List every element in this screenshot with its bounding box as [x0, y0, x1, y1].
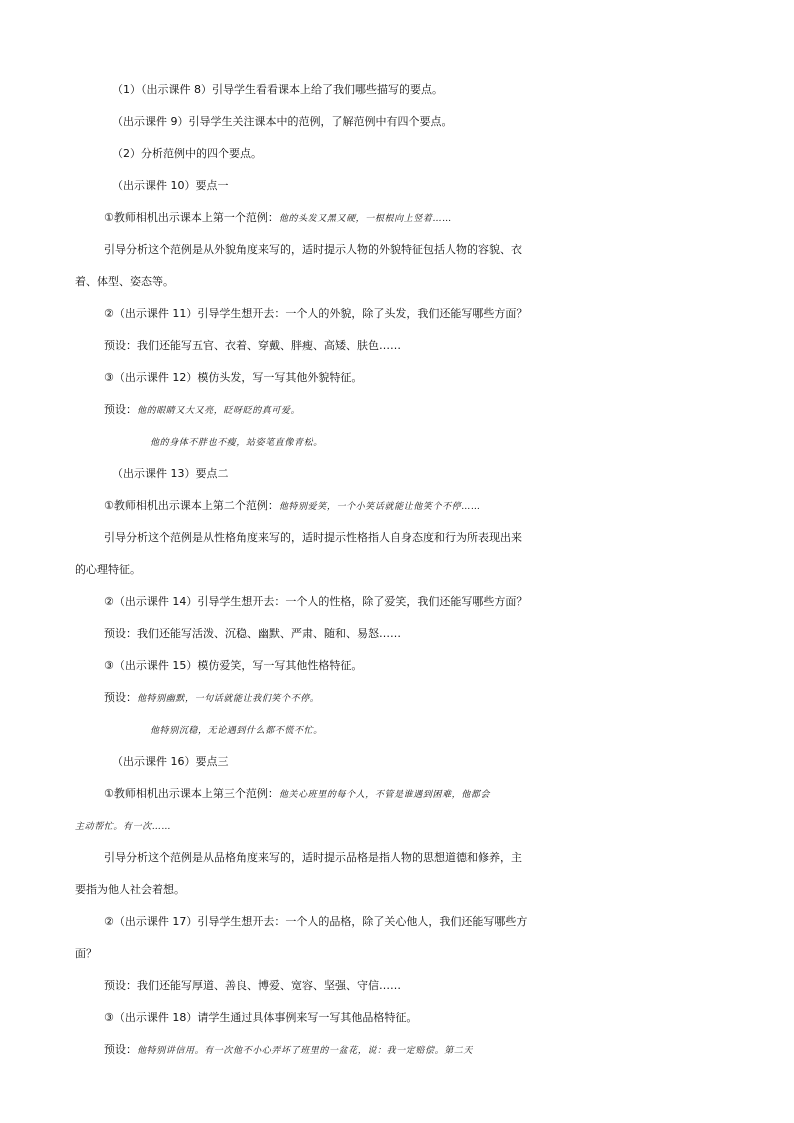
line-31: 预设：他特别讲信用。有一次他不小心弄坏了班里的一盆花，说：我一定赔偿。第二天 [104, 1043, 474, 1056]
line-24: 主动帮忙。有一次…… [75, 822, 172, 832]
line-17: ②（出示课件 14）引导学生想开去：一个人的性格，除了爱笑，我们还能写哪些方面？ [104, 595, 528, 608]
line-3: （2）分析范例中的四个要点。 [112, 147, 262, 160]
line-2: （出示课件 9）引导学生关注课本中的范例，了解范例中有四个要点。 [112, 115, 453, 128]
line-1: （1）（出示课件 8）引导学生看看课本上给了我们哪些描写的要点。 [112, 83, 443, 96]
line-29: 预设：我们还能写厚道、善良、博爱、宽容、坚强、守信…… [104, 979, 401, 992]
line-26: 要指为他人社会着想。 [75, 883, 185, 896]
line-6: 引导分析这个范例是从外貌角度来写的，适时提示人物的外貌特征包括人物的容貌、衣 [104, 243, 522, 256]
line-9: 预设：我们还能写五官、衣着、穿戴、胖瘦、高矮、肤色…… [104, 339, 401, 352]
line-30: ③（出示课件 18）请学生通过具体事例来写一写其他品格特征。 [104, 1011, 418, 1024]
line-20: 预设：他特别幽默，一句话就能让我们笑个不停。 [104, 691, 320, 704]
line-4: （出示课件 10）要点一 [112, 179, 229, 192]
line-25: 引导分析这个范例是从品格角度来写的，适时提示品格是指人物的思想道德和修养，主 [104, 851, 522, 864]
line-14: ①教师相机出示课本上第二个范例：他特别爱笑，一个小笑话就能让他笑个不停…… [104, 499, 481, 512]
line-23: ①教师相机出示课本上第三个范例：他关心班里的每个人，不管是谁遇到困难，他都会 [104, 787, 491, 800]
line-10: ③（出示课件 12）模仿头发，写一写其他外貌特征。 [104, 371, 363, 384]
line-8: ②（出示课件 11）引导学生想开去：一个人的外貌，除了头发，我们还能写哪些方面？ [104, 307, 528, 320]
line-7: 着、体型、姿态等。 [75, 275, 174, 288]
line-21: 他特别沉稳，无论遇到什么都不慌不忙。 [150, 726, 323, 736]
line-22: （出示课件 16）要点三 [112, 755, 229, 768]
line-27: ②（出示课件 17）引导学生想开去：一个人的品格，除了关心他人，我们还能写哪些方 [104, 915, 528, 928]
line-15: 引导分析这个范例是从性格角度来写的，适时提示性格指人自身态度和行为所表现出来 [104, 531, 522, 544]
line-28: 面？ [75, 947, 97, 960]
line-18: 预设：我们还能写活泼、沉稳、幽默、严肃、随和、易怒…… [104, 627, 401, 640]
line-11: 预设：他的眼睛又大又亮，眨呀眨的真可爱。 [104, 403, 301, 416]
line-12: 他的身体不胖也不瘦，站姿笔直像青松。 [150, 438, 323, 448]
line-19: ③（出示课件 15）模仿爱笑，写一写其他性格特征。 [104, 659, 363, 672]
line-5: ①教师相机出示课本上第一个范例：他的头发又黑又硬，一根根向上竖着…… [104, 211, 452, 224]
line-13: （出示课件 13）要点二 [112, 467, 229, 480]
line-16: 的心理特征。 [75, 563, 141, 576]
